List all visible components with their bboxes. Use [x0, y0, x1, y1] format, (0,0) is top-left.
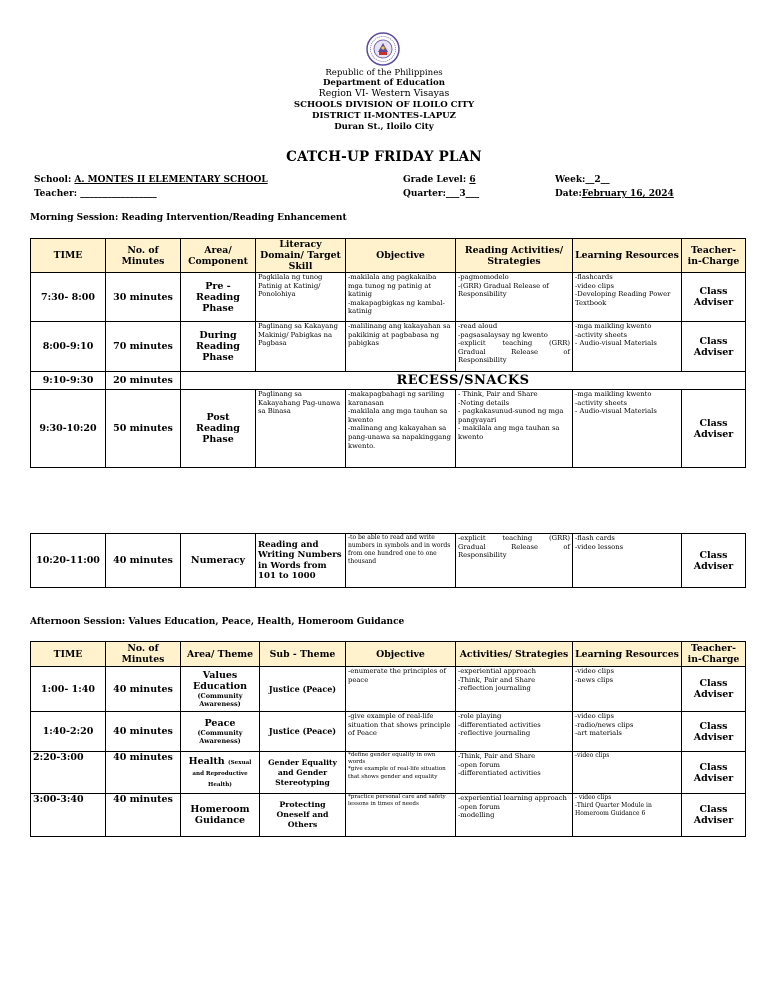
table-row: [31, 273, 746, 322]
area-subtitle: (Sexual and Reproductive Health): [192, 760, 252, 788]
activities-cell: -explicit teaching (GRR) Gradual Release of Responsibility: [456, 534, 573, 588]
activities-cell: -experiential learning approach -open forum -modelling: [456, 794, 573, 837]
teacher-info: [34, 189, 157, 199]
teacher-cell: Class Adviser: [682, 534, 746, 588]
area-cell: Numeracy: [181, 534, 256, 588]
morning-session-label: Morning Session: Reading Intervention/Reading Enhancement: [30, 213, 347, 223]
activities-cell: - Think, Pair and Share -Noting details - pagkakasunud-sunod ng mga pangyayari - makilala ang mga tauhan sa kwento: [456, 390, 573, 468]
minutes-cell: 40 minutes: [106, 712, 181, 752]
resources-cell: -video clips -news clips: [573, 667, 682, 712]
quarter-label: Quarter:: [403, 189, 446, 199]
resources-cell: -mga maikling kwento -activity sheets - Audio-visual Materials: [573, 390, 682, 468]
recess-label: RECESS/SNACKS: [181, 372, 746, 390]
activities-cell: -pagmomodelo -(GRR) Gradual Release of Responsibility: [456, 273, 573, 322]
area-cell: [181, 667, 260, 712]
deped-seal-logo: [366, 32, 400, 66]
objective-cell: -malilinang ang kakayahan sa pakikinig at pagbabasa ng pabigkas: [346, 322, 456, 372]
header-region: Region VI- Western Visayas: [318, 88, 450, 99]
teacher-cell: Class Adviser: [682, 794, 746, 837]
minutes-cell: 40 minutes: [106, 667, 181, 712]
activities-cell: -experiential approach -Think, Pair and Share -reflection journaling: [456, 667, 573, 712]
time-cell: 2:20-3:00: [31, 752, 106, 794]
week-value: __2__: [585, 175, 610, 185]
time-cell: 7:30- 8:00: [31, 273, 106, 322]
activities-cell: -role playing -differentiated activities -reflective journaling: [456, 712, 573, 752]
subtheme-cell: Protecting Oneself and Others: [260, 794, 346, 837]
objective-cell: -makilala ang pagkakaiba mga tunog ng patinig at katinig -makapagbigkas ng kambal-katinig: [346, 273, 456, 322]
objective-cell: *practice personal care and safety lessons in times of needs: [346, 794, 456, 837]
time-cell: 1:00- 1:40: [31, 667, 106, 712]
col-header: Objective: [346, 239, 456, 273]
teacher-cell: Class Adviser: [682, 752, 746, 794]
table-row: [31, 322, 746, 372]
teacher-cell: Class Adviser: [682, 322, 746, 372]
col-header: Learning Resources: [573, 239, 682, 273]
grade-info: [403, 175, 476, 185]
domain-cell: Paglinang sa Kakayahang Pag-unawa sa Binasa: [256, 390, 346, 468]
minutes-cell: 40 minutes: [106, 534, 181, 588]
area-title: Values Education: [193, 670, 247, 692]
header-republic: Republic of the Philippines: [325, 68, 443, 78]
header-district: DISTRICT II-MONTES-LAPUZ: [312, 111, 456, 121]
area-cell: [181, 712, 260, 752]
time-cell: 3:00-3:40: [31, 794, 106, 837]
time-cell: 9:10-9:30: [31, 372, 106, 390]
school-value: A. MONTES II ELEMENTARY SCHOOL: [74, 175, 268, 185]
table-row: [31, 390, 746, 468]
date-info: [555, 189, 674, 199]
col-header: Area/ Theme: [181, 642, 260, 667]
area-cell: Homeroom Guidance: [181, 794, 260, 837]
minutes-cell: 30 minutes: [106, 273, 181, 322]
numeracy-table: [30, 533, 746, 588]
subtheme-cell: Justice (Peace): [260, 712, 346, 752]
table-row: [31, 752, 746, 794]
area-subtitle: (Community Awareness): [197, 729, 243, 745]
minutes-cell: 40 minutes: [106, 794, 181, 837]
col-header: No. of Minutes: [106, 642, 181, 667]
time-cell: 10:20-11:00: [31, 534, 106, 588]
area-cell: [181, 752, 260, 794]
minutes-cell: 20 minutes: [106, 372, 181, 390]
col-header: No. of Minutes: [106, 239, 181, 273]
afternoon-table: [30, 641, 746, 837]
table-row: [31, 667, 746, 712]
table-row: [31, 794, 746, 837]
resources-cell: - video clips -Third Quarter Module in Homeroom Guidance 6: [573, 794, 682, 837]
teacher-cell: Class Adviser: [682, 712, 746, 752]
week-info: [555, 175, 610, 185]
teacher-cell: Class Adviser: [682, 667, 746, 712]
resources-cell: -video clips: [573, 752, 682, 794]
quarter-info: [403, 189, 479, 199]
time-cell: 9:30-10:20: [31, 390, 106, 468]
time-cell: 8:00-9:10: [31, 322, 106, 372]
subtheme-cell: Gender Equality and Gender Stereotyping: [260, 752, 346, 794]
area-cell: During Reading Phase: [181, 322, 256, 372]
col-header: Activities/ Strategies: [456, 642, 573, 667]
table-row: [31, 534, 746, 588]
domain-cell: Paglinang sa Kakayang Makinig/ Pabigkas na Pagbasa: [256, 322, 346, 372]
objective-cell: *define gender equality in own words *give example of real-life situation that shows gender and equality: [346, 752, 456, 794]
afternoon-header-row: [31, 642, 746, 667]
quarter-value: ___3___: [445, 189, 480, 199]
header-department: Department of Education: [322, 78, 445, 88]
table-row: [31, 712, 746, 752]
objective-cell: -to be able to read and write numbers in symbols and in words from one hundred one to one thousand: [346, 534, 456, 588]
minutes-cell: 70 minutes: [106, 322, 181, 372]
recess-row: [31, 372, 746, 390]
page-title: CATCH-UP FRIDAY PLAN: [286, 149, 482, 165]
grade-value: 6: [469, 175, 476, 185]
week-label: Week:: [555, 175, 586, 185]
resources-cell: -mga maikling kwento -activity sheets - Audio-visual Materials: [573, 322, 682, 372]
col-header: Teacher-in-Charge: [682, 642, 746, 667]
teacher-label: Teacher:: [34, 189, 78, 199]
col-header: Learning Resources: [573, 642, 682, 667]
header-division: SCHOOLS DIVISION OF ILOILO CITY: [293, 100, 475, 110]
area-subtitle: (Community Awareness): [197, 692, 243, 708]
date-label: Date:: [555, 189, 582, 199]
minutes-cell: 40 minutes: [106, 752, 181, 794]
area-cell: Post Reading Phase: [181, 390, 256, 468]
header-address: Duran St., Iloilo City: [334, 122, 434, 132]
afternoon-session-label: Afternoon Session: Values Education, Peace, Health, Homeroom Guidance: [30, 617, 405, 627]
col-header: Objective: [346, 642, 456, 667]
teacher-cell: Class Adviser: [682, 273, 746, 322]
morning-header-row: [31, 239, 746, 273]
col-header: TIME: [31, 642, 106, 667]
objective-cell: -enumerate the principles of peace: [346, 667, 456, 712]
resources-cell: -flash cards -video lessons: [573, 534, 682, 588]
morning-table: [30, 238, 746, 468]
domain-cell: Pagkilala ng tunog Patinig at Katinig/ Ponolohiya: [256, 273, 346, 322]
subtheme-cell: Justice (Peace): [260, 667, 346, 712]
activities-cell: -read aloud -pagsasalaysay ng kwento -explicit teaching (GRR) Gradual Release of Responsibility: [456, 322, 573, 372]
objective-cell: -makapagbahagi ng sariling karanasan -makilala ang mga tauhan sa kwento -malinang ang kakayahan sa pang-unawa sa napakinggang kwento.: [346, 390, 456, 468]
teacher-cell: Class Adviser: [682, 390, 746, 468]
school-info: [34, 175, 268, 185]
area-cell: Pre - Reading Phase: [181, 273, 256, 322]
domain-cell: Reading and Writing Numbers in Words from 101 to 1000: [256, 534, 346, 588]
date-value: February 16, 2024: [581, 189, 674, 199]
area-title: Health: [188, 756, 225, 767]
resources-cell: -video clips -radio/news clips -art materials: [573, 712, 682, 752]
activities-cell: -Think, Pair and Share -open forum -differentiated activities: [456, 752, 573, 794]
area-title: Peace: [204, 718, 236, 729]
col-header: Reading Activities/ Strategies: [456, 239, 573, 273]
col-header: Area/ Component: [181, 239, 256, 273]
resources-cell: -flashcards -video clips -Developing Reading Power Textbook: [573, 273, 682, 322]
objective-cell: -give example of real-life situation that shows principle of Peace: [346, 712, 456, 752]
col-header: TIME: [31, 239, 106, 273]
time-cell: 1:40-2:20: [31, 712, 106, 752]
col-header: Teacher-in-Charge: [682, 239, 746, 273]
col-header: Sub - Theme: [260, 642, 346, 667]
col-header: Literacy Domain/ Target Skill: [256, 239, 346, 273]
grade-label: Grade Level:: [403, 175, 467, 185]
minutes-cell: 50 minutes: [106, 390, 181, 468]
teacher-value: _________________: [80, 189, 157, 199]
school-label: School:: [34, 175, 72, 185]
